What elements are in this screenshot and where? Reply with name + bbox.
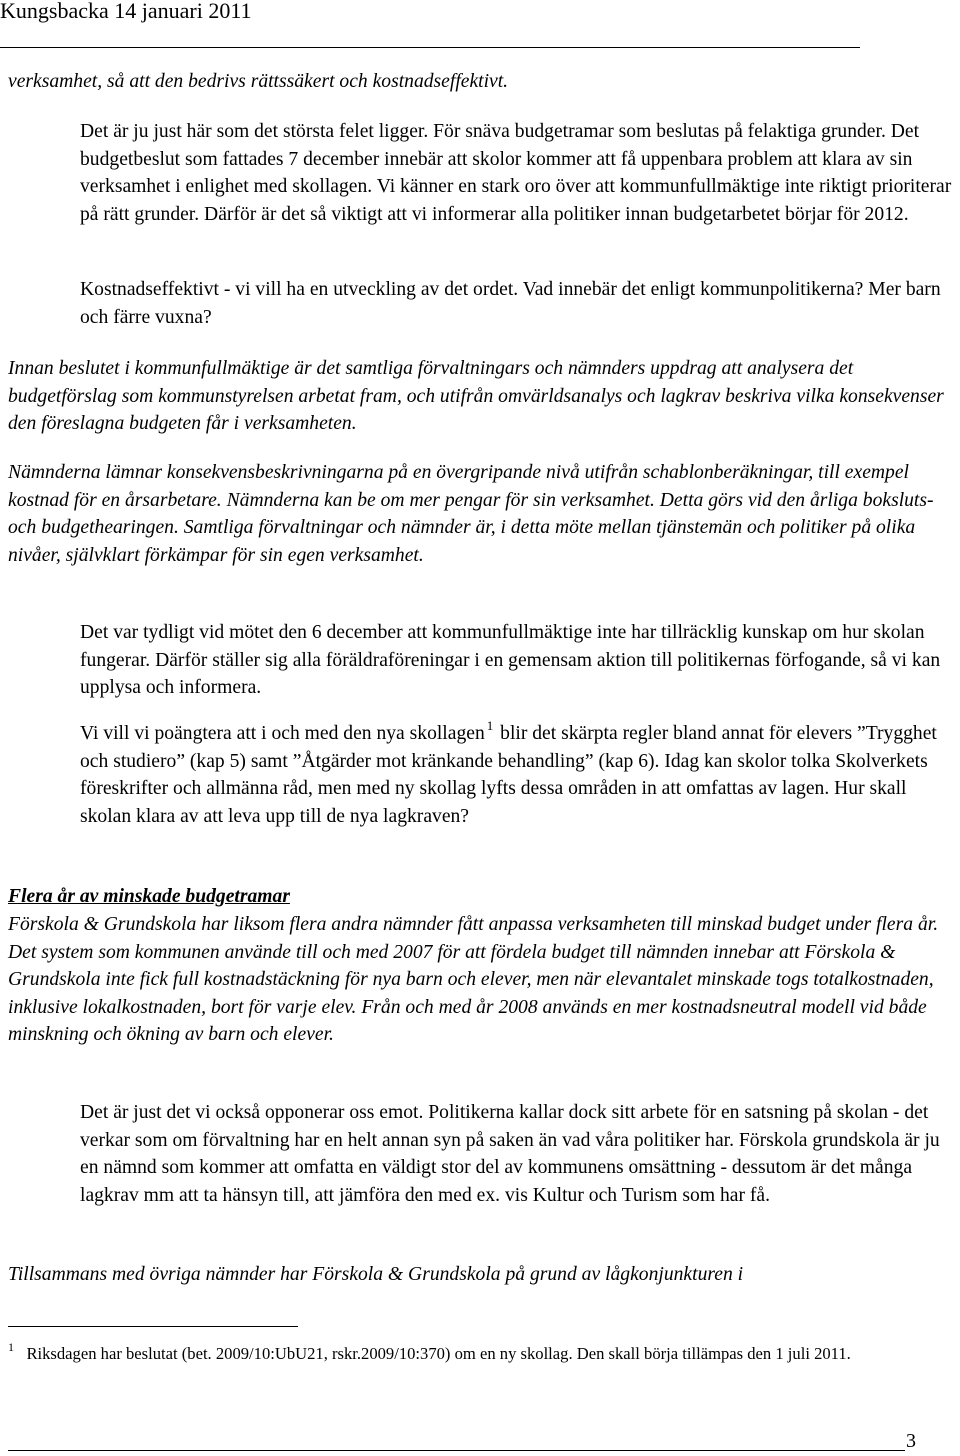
paragraph-continuation: verksamhet, så att den bedrivs rättssäkert och kostnadseffektivt. <box>8 71 509 92</box>
header-rule <box>0 47 860 48</box>
footnote-reference: 1 <box>486 718 494 733</box>
paragraph-decision-process: Innan beslutet i kommunfullmäktige är det samtliga förvaltningars och nämnders uppdrag att analysera det budgetförslag som kommunstyrelsen arbetat fram, och utifrån omvärldsanalys och lagkrav beskriva vilka konsekvenser den föreslagna budgeten får i verksamheten. <box>8 358 944 435</box>
paragraph-meeting: Det var tydligt vid mötet den 6 december att kommunfullmäktige inte har tillräcklig kunskap om hur skolan fungerar. Därför ställer sig alla föräldraföreningar i en gemensam aktion till politikernas förfogande, så vi kan upplysa och informera. <box>80 622 941 699</box>
page-number: 3 <box>906 1430 916 1452</box>
paragraph-text-before: Vi vill vi poängtera att i och med den nya skollagen <box>80 723 485 744</box>
paragraph-committees: Nämnderna lämnar konsekvensbeskrivningarna på en övergripande nivå utifrån schablonberäkningar, till exempel kostnad för en årsarbetare. Nämnderna kan be om mer pengar för sin verksamhet. Detta görs vid den årliga boksluts- och budgethearingen. Samtliga förvaltningar och nämnder är, i detta möte mellan tjänstemän och politiker på olika nivåer, självklart förkämpar för sin egen verksamhet. <box>8 462 934 566</box>
section-heading: Flera år av minskade budgetramar <box>8 886 290 907</box>
footnote-number: 1 <box>8 1340 14 1354</box>
footnote-rule <box>8 1326 298 1327</box>
paragraph-text-after: blir det skärpta regler bland annat för elevers ”Trygghet och studiero” (kap 5) samt ”Åtgärder mot kränkande behandling” (kap 6). Idag kan skolor tolka Skolverkets föreskrifter och allmänna råd, men med ny skollag lyfts dessa områden in att omfattas av lagen. Hur skall skolan klara av att leva upp till de nya lagkraven? <box>80 723 937 827</box>
footnote <box>8 1341 956 1368</box>
paragraph-budget-error: Det är ju just här som det största felet ligger. För snäva budgetramar som beslutas på felaktiga grunder. Det budgetbeslut som fattades 7 december innebär att skolor kommer att få uppenbara problem att klara av sin verksamhet i enlighet med skollagen. Vi känner en stark oro över att kommunfullmäktige inte riktigt prioriterar på rätt grunder. Därför är det så viktigt att vi informerar alla politiker innan budgetarbetet börjar för 2012. <box>80 121 952 225</box>
paragraph-opposition: Det är just det vi också opponerar oss emot. Politikerna kallar dock sitt arbete för en satsning på skolan - det verkar som om förvaltning har en helt annan syn på saken än vad våra politiker har. Förskola grundskola är ju en nämnd som kommer att omfatta en väldigt stor del av kommunens omsättning - dessutom är det många lagkrav mm att ta hänsyn till, att jämföra den med ex. vis Kultur och Turism som har få. <box>80 1102 940 1206</box>
paragraph-reduced-budgets: Förskola & Grundskola har liksom flera andra nämnder fått anpassa verksamheten till minskad budget under flera år. Det system som kommunen använde till och med 2007 för att fördela budget till nämnden innebar att Förskola & Grundskola inte fick full kostnadstäckning för nya barn och elever, men när elevantalet minskade togs totalkostnaden, inklusive lokalkostnaden, bort för varje elev. Från och med år 2008 används en mer kostnadsneutral modell vid både minskning och ökning av barn och elever. <box>8 914 939 1046</box>
paragraph-cost-effective: Kostnadseffektivt - vi vill ha en utveckling av det ordet. Vad innebär det enligt kommunpolitikerna? Mer barn och färre vuxna? <box>80 279 941 328</box>
paragraph-together: Tillsammans med övriga nämnder har Förskola & Grundskola på grund av lågkonjunkturen i <box>8 1264 744 1285</box>
page-header-title: Kungsbacka 14 januari 2011 <box>0 0 252 23</box>
paragraph-new-school-law <box>80 720 958 830</box>
footnote-text: Riksdagen har beslutat (bet. 2009/10:UbU21, rskr.2009/10:370) om en ny skollag. Den skall börja tillämpas den 1 juli 2011. <box>26 1344 851 1363</box>
footer-rule <box>8 1450 905 1451</box>
